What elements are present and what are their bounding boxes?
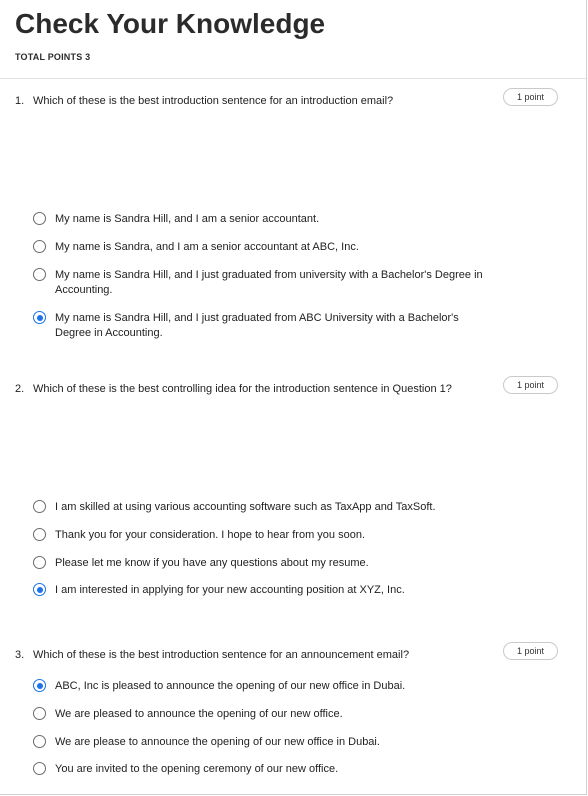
question-number: 2. xyxy=(15,383,25,395)
option-label: We are pleased to announce the opening of our new office. xyxy=(55,708,343,720)
question-text: Which of these is the best introduction sentence for an introduction email? xyxy=(33,95,394,107)
page-title: Check Your Knowledge xyxy=(15,8,326,39)
radio-button[interactable] xyxy=(33,268,46,281)
radio-button[interactable] xyxy=(33,212,46,225)
radio-button[interactable] xyxy=(33,556,46,569)
option-label: ABC, Inc is pleased to announce the opening of our new office in Dubai. xyxy=(55,680,406,692)
radio-button[interactable] xyxy=(33,240,46,253)
points-badge: 1 point xyxy=(503,88,558,106)
option-label: We are please to announce the opening of our new office in Dubai. xyxy=(55,736,380,748)
option-label: I am skilled at using various accounting software such as TaxApp and TaxSoft. xyxy=(55,501,436,513)
divider xyxy=(0,78,586,79)
question-number: 1. xyxy=(15,95,25,107)
radio-button[interactable] xyxy=(33,762,46,775)
option-label: My name is Sandra Hill, and I am a senior accountant. xyxy=(55,213,320,225)
points-badge: 1 point xyxy=(503,642,558,660)
question-number: 3. xyxy=(15,649,25,661)
question-text: Which of these is the best introduction sentence for an announcement email? xyxy=(33,649,410,661)
radio-button-selected[interactable] xyxy=(33,583,46,596)
points-badge: 1 point xyxy=(503,376,558,394)
radio-button[interactable] xyxy=(33,528,46,541)
radio-button[interactable] xyxy=(33,735,46,748)
question-text: Which of these is the best controlling idea for the introduction sentence in Question 1? xyxy=(33,383,452,395)
option-label: My name is Sandra Hill, and I just graduated from ABC University with a Bachelor's Degree in Accounting. xyxy=(55,312,459,339)
option-label: My name is Sandra Hill, and I just graduated from university with a Bachelor's Degree in Accounting. xyxy=(55,269,483,296)
option-label: You are invited to the opening ceremony of our new office. xyxy=(55,763,339,775)
option-label: I am interested in applying for your new accounting position at XYZ, Inc. xyxy=(55,584,405,596)
radio-button[interactable] xyxy=(33,500,46,513)
option-label: Thank you for your consideration. I hope to hear from you soon. xyxy=(55,529,366,541)
radio-button[interactable] xyxy=(33,707,46,720)
option-label: Please let me know if you have any questions about my resume. xyxy=(55,557,369,569)
total-points: TOTAL POINTS 3 xyxy=(15,52,91,62)
radio-button-selected[interactable] xyxy=(33,311,46,324)
radio-button-selected[interactable] xyxy=(33,679,46,692)
option-label: My name is Sandra, and I am a senior accountant at ABC, Inc. xyxy=(55,241,359,253)
